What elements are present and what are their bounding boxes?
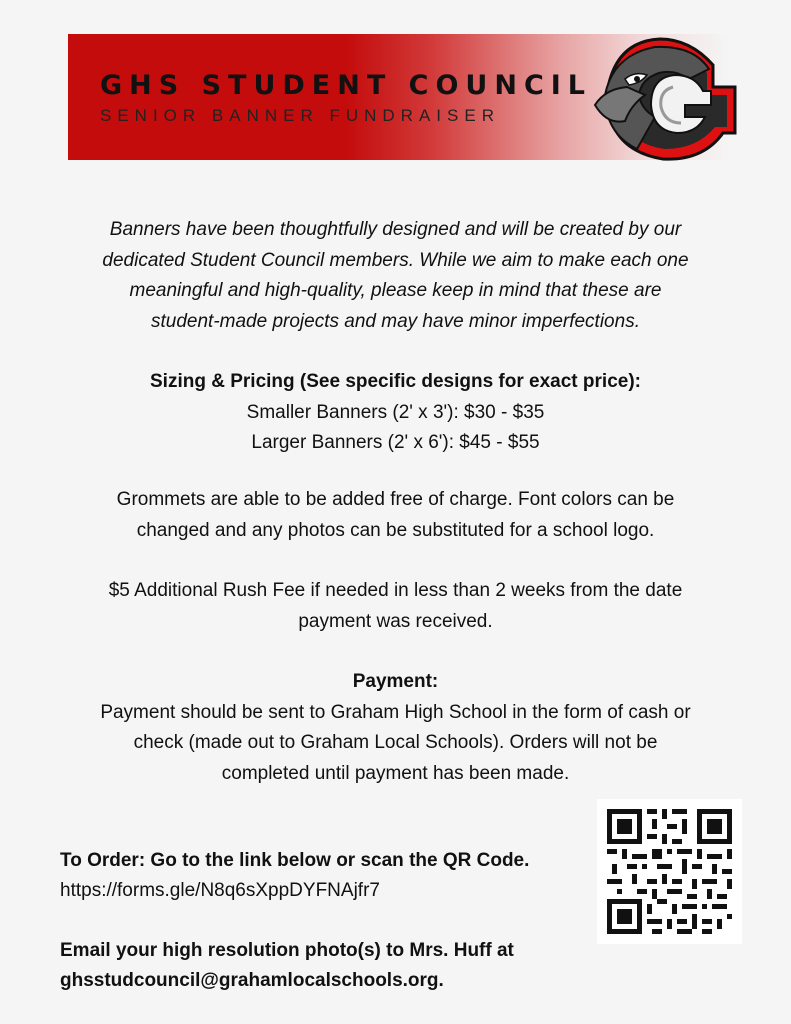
payment-line: check (made out to Graham Local Schools). Orders will not be <box>133 732 658 753</box>
grommets-paragraph <box>40 485 751 546</box>
rush-line: $5 Additional Rush Fee if needed in less than 2 weeks from the date <box>108 580 683 601</box>
payment-line: Payment should be sent to Graham High School in the form of cash or <box>100 701 691 723</box>
intro-line: Banners have been thoughtfully designed and will be created by our <box>109 219 682 240</box>
grommets-line: changed and any photos can be substituted for a school logo. <box>136 519 655 541</box>
pricing-large: Larger Banners (2' x 6'): $45 - $55 <box>251 432 540 453</box>
email-address[interactable]: ghsstudcouncil@grahamlocalschools.org. <box>60 970 444 991</box>
order-section <box>60 846 529 906</box>
rush-line: payment was received. <box>298 610 493 632</box>
email-line: Email your high resolution photo(s) to Mrs. Huff at <box>60 940 514 961</box>
grommets-line: Grommets are able to be added free of charge. Font colors can be <box>116 489 675 510</box>
intro-line: dedicated Student Council members. While we aim to make each one <box>102 249 689 271</box>
qr-code-icon[interactable] <box>597 799 742 944</box>
page-title: GHS STUDENT COUNCIL <box>100 70 593 101</box>
intro-line: student-made projects and may have minor imperfections. <box>151 310 640 332</box>
hawk-g-logo-icon <box>585 25 740 170</box>
payment-line: completed until payment has been made. <box>221 762 570 784</box>
pricing-heading: Sizing & Pricing (See specific designs for exact price): <box>150 371 641 392</box>
pricing-section <box>40 367 751 459</box>
rush-fee-paragraph <box>40 576 751 637</box>
intro-line: meaningful and high-quality, please keep in mind that these are <box>129 280 662 301</box>
pricing-small: Smaller Banners (2' x 3'): $30 - $35 <box>246 401 545 423</box>
page-subtitle: SENIOR BANNER FUNDRAISER <box>100 106 500 125</box>
payment-section <box>40 667 751 789</box>
email-section <box>60 936 514 996</box>
order-link[interactable]: https://forms.gle/N8q6sXppDYFNAjfr7 <box>60 880 380 901</box>
payment-heading: Payment: <box>352 671 439 692</box>
order-heading: To Order: Go to the link below or scan the QR Code. <box>60 850 530 871</box>
intro-paragraph <box>40 215 751 337</box>
